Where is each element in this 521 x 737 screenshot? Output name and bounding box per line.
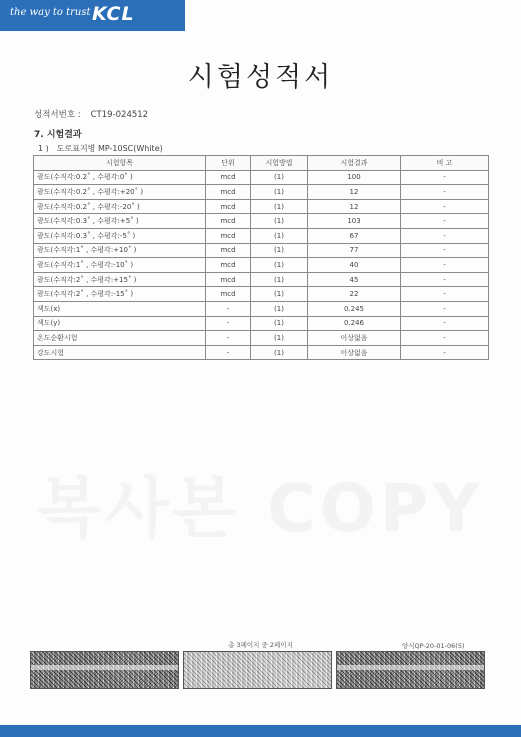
- cell-result: 0.246: [308, 316, 401, 331]
- cell-result: 0.245: [308, 301, 401, 316]
- cell-method: (1): [251, 316, 308, 331]
- cell-method: (1): [251, 228, 308, 243]
- cell-unit: mcd: [206, 170, 251, 185]
- test-item-name: 도로표지병 MP-10SC(White): [56, 144, 163, 153]
- cell-unit: mcd: [206, 243, 251, 258]
- table-row: [34, 170, 489, 185]
- table-row: [34, 228, 489, 243]
- cell-test-item: 색도(y): [34, 316, 206, 331]
- certificate-number: CT19-024512: [90, 110, 149, 120]
- cell-test-item: 광도(수직각:0.2˚ , 수평각:-20˚ ): [34, 199, 206, 214]
- table-row: [34, 258, 489, 273]
- table-row: [34, 243, 489, 258]
- cell-method: (1): [251, 272, 308, 287]
- security-pattern-right: [336, 651, 485, 689]
- cell-method: (1): [251, 243, 308, 258]
- cell-test-item: 광도(수직각:0.3˚ , 수평각:+5˚ ): [34, 214, 206, 229]
- copy-watermark: 복사본 COPY: [37, 470, 484, 547]
- cell-result: 12: [308, 185, 401, 200]
- cell-remarks: -: [401, 345, 489, 360]
- cell-result: 12: [308, 199, 401, 214]
- cell-test-item: 광도(수직각:0.2˚ , 수평각:+20˚ ): [34, 185, 206, 200]
- cell-method: (1): [251, 331, 308, 346]
- cell-remarks: -: [401, 170, 489, 185]
- cell-unit: -: [206, 331, 251, 346]
- table-row: [34, 331, 489, 346]
- cell-method: (1): [251, 301, 308, 316]
- cell-remarks: -: [401, 214, 489, 229]
- cell-unit: mcd: [206, 214, 251, 229]
- cell-test-item: 광도(수직각:1˚ , 수평각:-10˚ ): [34, 258, 206, 273]
- cell-remarks: -: [401, 243, 489, 258]
- table-row: [34, 345, 489, 360]
- brand-tagline: the way to trust: [10, 7, 91, 18]
- kcl-header-banner: [0, 0, 185, 31]
- footer-bar: [0, 725, 521, 737]
- table-row: [34, 214, 489, 229]
- cell-unit: mcd: [206, 272, 251, 287]
- header-test-method: 시험방법: [251, 156, 308, 171]
- table-header-row: [34, 156, 489, 171]
- certificate-number-label: 성적서번호 :: [34, 110, 81, 120]
- cell-unit: mcd: [206, 258, 251, 273]
- cell-method: (1): [251, 345, 308, 360]
- certificate-number-line: [34, 108, 158, 120]
- table-row: [34, 287, 489, 302]
- cell-unit: mcd: [206, 199, 251, 214]
- cell-method: (1): [251, 185, 308, 200]
- table-row: [34, 199, 489, 214]
- cell-method: (1): [251, 258, 308, 273]
- cell-test-item: 강도시험: [34, 345, 206, 360]
- cell-test-item: 광도(수직각:0.2˚ , 수평각:0˚ ): [34, 170, 206, 185]
- form-code: 양식QP-20-01-06(5): [402, 642, 465, 650]
- cell-unit: mcd: [206, 228, 251, 243]
- cell-unit: -: [206, 316, 251, 331]
- cell-remarks: -: [401, 316, 489, 331]
- cell-result: 45: [308, 272, 401, 287]
- cell-result: 67: [308, 228, 401, 243]
- test-item-index: 1 ): [38, 144, 49, 153]
- header-remarks: 비 고: [401, 156, 489, 171]
- cell-test-item: 광도(수직각:2˚ , 수평각:+15˚ ): [34, 272, 206, 287]
- cell-method: (1): [251, 214, 308, 229]
- header-unit: 단위: [206, 156, 251, 171]
- cell-result: 77: [308, 243, 401, 258]
- cell-method: (1): [251, 170, 308, 185]
- section-title: 7. 시험결과: [34, 130, 82, 140]
- cell-unit: -: [206, 301, 251, 316]
- cell-result: 이상없음: [308, 331, 401, 346]
- cell-remarks: -: [401, 228, 489, 243]
- security-pattern-left: [30, 651, 179, 689]
- cell-test-item: 광도(수직각:2˚ , 수평각:-15˚ ): [34, 287, 206, 302]
- cell-unit: mcd: [206, 287, 251, 302]
- cell-unit: -: [206, 345, 251, 360]
- header-test-item: 시험항목: [34, 156, 206, 171]
- test-results-table: [33, 155, 489, 360]
- cell-remarks: -: [401, 258, 489, 273]
- page-number: 총 3페이지 중 2페이지: [228, 641, 293, 649]
- cell-remarks: -: [401, 287, 489, 302]
- cell-remarks: -: [401, 199, 489, 214]
- table-row: [34, 301, 489, 316]
- cell-test-item: 광도(수직각:0.3˚ , 수평각:-5˚ ): [34, 228, 206, 243]
- table-row: [34, 185, 489, 200]
- kcl-logo: KCL: [92, 3, 135, 25]
- cell-result: 40: [308, 258, 401, 273]
- header-test-result: 시험결과: [308, 156, 401, 171]
- cell-remarks: -: [401, 272, 489, 287]
- cell-result: 22: [308, 287, 401, 302]
- cell-result: 103: [308, 214, 401, 229]
- cell-remarks: -: [401, 185, 489, 200]
- cell-test-item: 광도(수직각:1˚ , 수평각:+10˚ ): [34, 243, 206, 258]
- cell-unit: mcd: [206, 185, 251, 200]
- cell-test-item: 온도순환시험: [34, 331, 206, 346]
- cell-result: 이상없음: [308, 345, 401, 360]
- cell-remarks: -: [401, 301, 489, 316]
- security-pattern-center: [183, 651, 332, 689]
- cell-method: (1): [251, 287, 308, 302]
- cell-remarks: -: [401, 331, 489, 346]
- cell-test-item: 색도(x): [34, 301, 206, 316]
- document-title: 시험성적서: [187, 62, 334, 93]
- table-row: [34, 272, 489, 287]
- cell-method: (1): [251, 199, 308, 214]
- cell-result: 100: [308, 170, 401, 185]
- test-item-line: [38, 143, 171, 154]
- table-row: [34, 316, 489, 331]
